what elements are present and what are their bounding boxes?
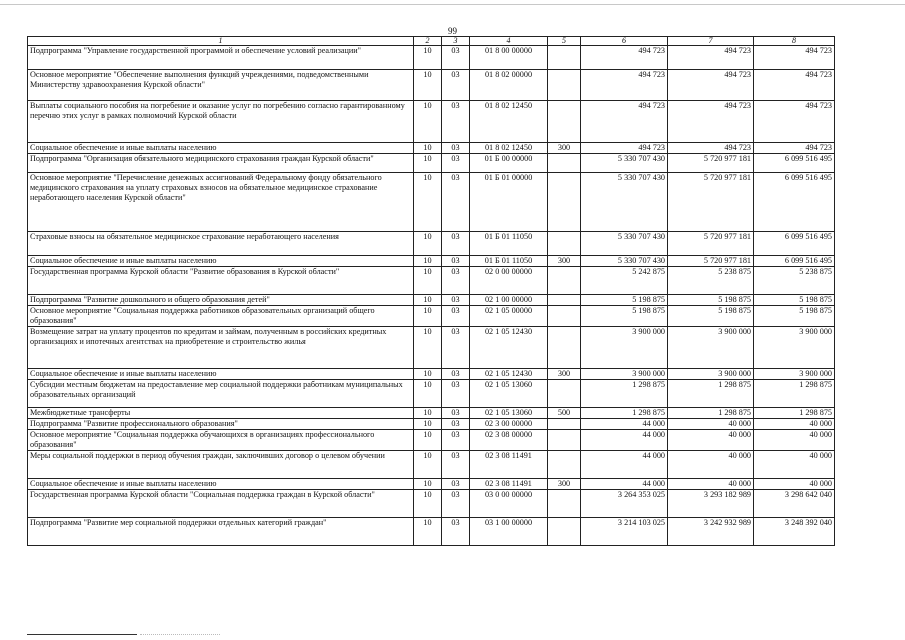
- row-amount-year2: 40 000: [668, 479, 754, 490]
- row-subsection: 03: [442, 408, 470, 419]
- row-subsection: 03: [442, 173, 470, 232]
- row-amount-year1: 5 330 707 430: [581, 173, 668, 232]
- row-amount-year1: 5 242 875: [581, 267, 668, 295]
- row-subsection: 03: [442, 518, 470, 546]
- row-amount-year1: 44 000: [581, 479, 668, 490]
- row-expense-type: [548, 451, 581, 479]
- row-section: 10: [414, 430, 442, 451]
- row-amount-year1: 5 330 707 430: [581, 232, 668, 256]
- row-subsection: 03: [442, 479, 470, 490]
- row-name: Основное мероприятие "Социальная поддержка обучающихся в организациях профессионального образования": [28, 430, 414, 451]
- row-amount-year2: 40 000: [668, 419, 754, 430]
- row-amount-year3: 40 000: [754, 419, 835, 430]
- row-subsection: 03: [442, 232, 470, 256]
- column-number: 5: [548, 37, 581, 46]
- row-amount-year1: 5 330 707 430: [581, 154, 668, 173]
- row-amount-year2: 494 723: [668, 101, 754, 143]
- table-row: [28, 46, 835, 70]
- table-row: [28, 408, 835, 419]
- row-amount-year3: 6 099 516 495: [754, 154, 835, 173]
- row-section: 10: [414, 408, 442, 419]
- row-name: Межбюджетные трансферты: [28, 408, 414, 419]
- row-section: 10: [414, 306, 442, 327]
- row-amount-year3: 1 298 875: [754, 408, 835, 419]
- row-amount-year3: 6 099 516 495: [754, 256, 835, 267]
- row-amount-year2: 40 000: [668, 430, 754, 451]
- column-number: 7: [668, 37, 754, 46]
- row-amount-year2: 1 298 875: [668, 380, 754, 408]
- row-name: Выплаты социального пособия на погребение и оказание услуг по погребению согласно гарантированному перечню этих услуг в рамках полномочий Курской области: [28, 101, 414, 143]
- row-amount-year2: 5 720 977 181: [668, 232, 754, 256]
- table-row: [28, 518, 835, 546]
- row-name: Социальное обеспечение и иные выплаты населению: [28, 143, 414, 154]
- row-amount-year2: 5 198 875: [668, 306, 754, 327]
- row-section: 10: [414, 490, 442, 518]
- column-number: 3: [442, 37, 470, 46]
- row-target-code: 01 8 02 00000: [470, 70, 548, 101]
- table-row: [28, 295, 835, 306]
- row-amount-year1: 1 298 875: [581, 380, 668, 408]
- row-expense-type: [548, 295, 581, 306]
- column-number: 8: [754, 37, 835, 46]
- row-amount-year1: 3 900 000: [581, 327, 668, 369]
- table-row: [28, 232, 835, 256]
- row-subsection: 03: [442, 256, 470, 267]
- row-amount-year3: 3 298 642 040: [754, 490, 835, 518]
- row-amount-year3: 5 238 875: [754, 267, 835, 295]
- row-name: Социальное обеспечение и иные выплаты населению: [28, 479, 414, 490]
- row-expense-type: [548, 306, 581, 327]
- row-target-code: 02 3 00 00000: [470, 419, 548, 430]
- row-section: 10: [414, 295, 442, 306]
- row-subsection: 03: [442, 295, 470, 306]
- row-amount-year1: 494 723: [581, 143, 668, 154]
- row-amount-year1: 44 000: [581, 451, 668, 479]
- row-amount-year2: 5 198 875: [668, 295, 754, 306]
- row-target-code: 02 0 00 00000: [470, 267, 548, 295]
- row-name: Подпрограмма "Развитие дошкольного и общего образования детей": [28, 295, 414, 306]
- table-row: [28, 154, 835, 173]
- row-expense-type: [548, 327, 581, 369]
- row-section: 10: [414, 143, 442, 154]
- row-subsection: 03: [442, 419, 470, 430]
- row-subsection: 03: [442, 143, 470, 154]
- row-section: 10: [414, 101, 442, 143]
- table-row: [28, 173, 835, 232]
- table-row: [28, 380, 835, 408]
- bottom-edge-smudge: [140, 634, 220, 635]
- row-amount-year3: 6 099 516 495: [754, 232, 835, 256]
- row-amount-year1: 1 298 875: [581, 408, 668, 419]
- row-amount-year3: 5 198 875: [754, 306, 835, 327]
- row-target-code: 02 1 05 13060: [470, 408, 548, 419]
- row-amount-year2: 494 723: [668, 70, 754, 101]
- page-number: 99: [448, 26, 457, 36]
- row-subsection: 03: [442, 101, 470, 143]
- row-amount-year2: 5 238 875: [668, 267, 754, 295]
- row-amount-year2: 494 723: [668, 143, 754, 154]
- table-row: [28, 419, 835, 430]
- table-row: [28, 430, 835, 451]
- row-name: Государственная программа Курской области "Социальная поддержка граждан в Курской области": [28, 490, 414, 518]
- row-target-code: 02 1 05 13060: [470, 380, 548, 408]
- row-name: Подпрограмма "Развитие мер социальной поддержки отдельных категорий граждан": [28, 518, 414, 546]
- row-expense-type: [548, 70, 581, 101]
- row-target-code: 01 Б 01 11050: [470, 232, 548, 256]
- row-amount-year3: 494 723: [754, 143, 835, 154]
- row-expense-type: 500: [548, 408, 581, 419]
- row-expense-type: 300: [548, 479, 581, 490]
- row-expense-type: [548, 173, 581, 232]
- row-name: Меры социальной поддержки в период обучения граждан, заключивших договор о целевом обучении: [28, 451, 414, 479]
- row-name: Основное мероприятие "Социальная поддержка работников образовательных организаций общего образования": [28, 306, 414, 327]
- table-row: [28, 256, 835, 267]
- row-target-code: 01 8 02 12450: [470, 143, 548, 154]
- row-amount-year2: 3 242 932 989: [668, 518, 754, 546]
- bottom-edge-mark: [27, 634, 137, 635]
- row-amount-year3: 3 248 392 040: [754, 518, 835, 546]
- table-row: [28, 369, 835, 380]
- row-name: Субсидии местным бюджетам на предоставление мер социальной поддержки работникам муниципальных образовательных организаций: [28, 380, 414, 408]
- row-expense-type: 300: [548, 369, 581, 380]
- row-subsection: 03: [442, 380, 470, 408]
- row-target-code: 03 0 00 00000: [470, 490, 548, 518]
- row-subsection: 03: [442, 430, 470, 451]
- row-section: 10: [414, 518, 442, 546]
- row-amount-year3: 40 000: [754, 479, 835, 490]
- table-row: [28, 143, 835, 154]
- table-row: [28, 306, 835, 327]
- row-target-code: 02 1 00 00000: [470, 295, 548, 306]
- row-amount-year1: 44 000: [581, 430, 668, 451]
- row-section: 10: [414, 369, 442, 380]
- row-subsection: 03: [442, 327, 470, 369]
- row-expense-type: 300: [548, 256, 581, 267]
- budget-table: [27, 36, 835, 546]
- row-name: Социальное обеспечение и иные выплаты населению: [28, 256, 414, 267]
- row-section: 10: [414, 232, 442, 256]
- row-expense-type: [548, 380, 581, 408]
- column-number-row: [28, 37, 835, 46]
- row-amount-year3: 494 723: [754, 70, 835, 101]
- row-section: 10: [414, 256, 442, 267]
- row-section: 10: [414, 419, 442, 430]
- row-subsection: 03: [442, 451, 470, 479]
- row-amount-year2: 5 720 977 181: [668, 173, 754, 232]
- row-amount-year3: 3 900 000: [754, 369, 835, 380]
- row-name: Основное мероприятие "Обеспечение выполнения функций учреждениями, подведомственными Министерству здравоохранения Курской области": [28, 70, 414, 101]
- row-amount-year2: 494 723: [668, 46, 754, 70]
- row-amount-year2: 3 293 182 989: [668, 490, 754, 518]
- row-amount-year2: 1 298 875: [668, 408, 754, 419]
- row-amount-year1: 5 198 875: [581, 295, 668, 306]
- row-target-code: 01 8 02 12450: [470, 101, 548, 143]
- row-expense-type: [548, 232, 581, 256]
- row-expense-type: [548, 430, 581, 451]
- row-subsection: 03: [442, 490, 470, 518]
- row-amount-year1: 3 900 000: [581, 369, 668, 380]
- row-amount-year2: 3 900 000: [668, 369, 754, 380]
- row-section: 10: [414, 267, 442, 295]
- table-row: [28, 490, 835, 518]
- row-subsection: 03: [442, 154, 470, 173]
- row-section: 10: [414, 46, 442, 70]
- row-target-code: 02 3 08 11491: [470, 451, 548, 479]
- row-amount-year3: 40 000: [754, 430, 835, 451]
- table-row: [28, 479, 835, 490]
- row-expense-type: [548, 419, 581, 430]
- row-section: 10: [414, 380, 442, 408]
- row-expense-type: 300: [548, 143, 581, 154]
- row-section: 10: [414, 173, 442, 232]
- row-name: Социальное обеспечение и иные выплаты населению: [28, 369, 414, 380]
- row-amount-year1: 5 330 707 430: [581, 256, 668, 267]
- row-amount-year3: 494 723: [754, 101, 835, 143]
- column-number: 2: [414, 37, 442, 46]
- row-target-code: 03 1 00 00000: [470, 518, 548, 546]
- row-amount-year1: 5 198 875: [581, 306, 668, 327]
- column-number: 6: [581, 37, 668, 46]
- row-name: Подпрограмма "Развитие профессионального образования": [28, 419, 414, 430]
- row-expense-type: [548, 490, 581, 518]
- row-section: 10: [414, 451, 442, 479]
- row-amount-year2: 40 000: [668, 451, 754, 479]
- row-expense-type: [548, 518, 581, 546]
- row-amount-year3: 6 099 516 495: [754, 173, 835, 232]
- row-name: Страховые взносы на обязательное медицинское страхование неработающего населения: [28, 232, 414, 256]
- row-section: 10: [414, 154, 442, 173]
- row-section: 10: [414, 327, 442, 369]
- column-number: 1: [28, 37, 414, 46]
- row-target-code: 02 3 08 00000: [470, 430, 548, 451]
- row-amount-year1: 494 723: [581, 101, 668, 143]
- column-number: 4: [470, 37, 548, 46]
- row-expense-type: [548, 101, 581, 143]
- row-subsection: 03: [442, 306, 470, 327]
- row-amount-year1: 3 214 103 025: [581, 518, 668, 546]
- row-subsection: 03: [442, 70, 470, 101]
- row-expense-type: [548, 46, 581, 70]
- row-target-code: 01 8 00 00000: [470, 46, 548, 70]
- table-row: [28, 327, 835, 369]
- row-section: 10: [414, 70, 442, 101]
- row-amount-year1: 44 000: [581, 419, 668, 430]
- row-amount-year1: 3 264 353 025: [581, 490, 668, 518]
- row-target-code: 02 1 05 12430: [470, 369, 548, 380]
- row-expense-type: [548, 267, 581, 295]
- row-amount-year1: 494 723: [581, 70, 668, 101]
- row-amount-year3: 5 198 875: [754, 295, 835, 306]
- row-amount-year3: 3 900 000: [754, 327, 835, 369]
- table-row: [28, 267, 835, 295]
- row-subsection: 03: [442, 369, 470, 380]
- row-target-code: 01 Б 01 11050: [470, 256, 548, 267]
- row-amount-year3: 1 298 875: [754, 380, 835, 408]
- row-name: Государственная программа Курской области "Развитие образования в Курской области": [28, 267, 414, 295]
- row-name: Основное мероприятие "Перечисление денежных ассигнований Федеральному фонду обязательного медицинского страхования на уплату страховых взносов на обязательное медицинское страхование неработающего населения Курской области": [28, 173, 414, 232]
- table-row: [28, 451, 835, 479]
- row-target-code: 01 Б 00 00000: [470, 154, 548, 173]
- row-target-code: 02 1 05 12430: [470, 327, 548, 369]
- row-subsection: 03: [442, 46, 470, 70]
- row-expense-type: [548, 154, 581, 173]
- top-edge-rule: [0, 4, 905, 5]
- row-target-code: 02 3 08 11491: [470, 479, 548, 490]
- row-amount-year3: 494 723: [754, 46, 835, 70]
- row-target-code: 02 1 05 00000: [470, 306, 548, 327]
- row-amount-year2: 5 720 977 181: [668, 154, 754, 173]
- row-amount-year2: 3 900 000: [668, 327, 754, 369]
- row-target-code: 01 Б 01 00000: [470, 173, 548, 232]
- row-amount-year3: 40 000: [754, 451, 835, 479]
- row-name: Возмещение затрат на уплату процентов по кредитам и займам, полученным в российских кредитных организациях и ипотечных агентствах на приобретение и строительство жилья: [28, 327, 414, 369]
- row-section: 10: [414, 479, 442, 490]
- row-name: Подпрограмма "Управление государственной программой и обеспечение условий реализации": [28, 46, 414, 70]
- table-row: [28, 101, 835, 143]
- row-amount-year2: 5 720 977 181: [668, 256, 754, 267]
- row-amount-year1: 494 723: [581, 46, 668, 70]
- row-subsection: 03: [442, 267, 470, 295]
- table-row: [28, 70, 835, 101]
- row-name: Подпрограмма "Организация обязательного медицинского страхования граждан Курской области": [28, 154, 414, 173]
